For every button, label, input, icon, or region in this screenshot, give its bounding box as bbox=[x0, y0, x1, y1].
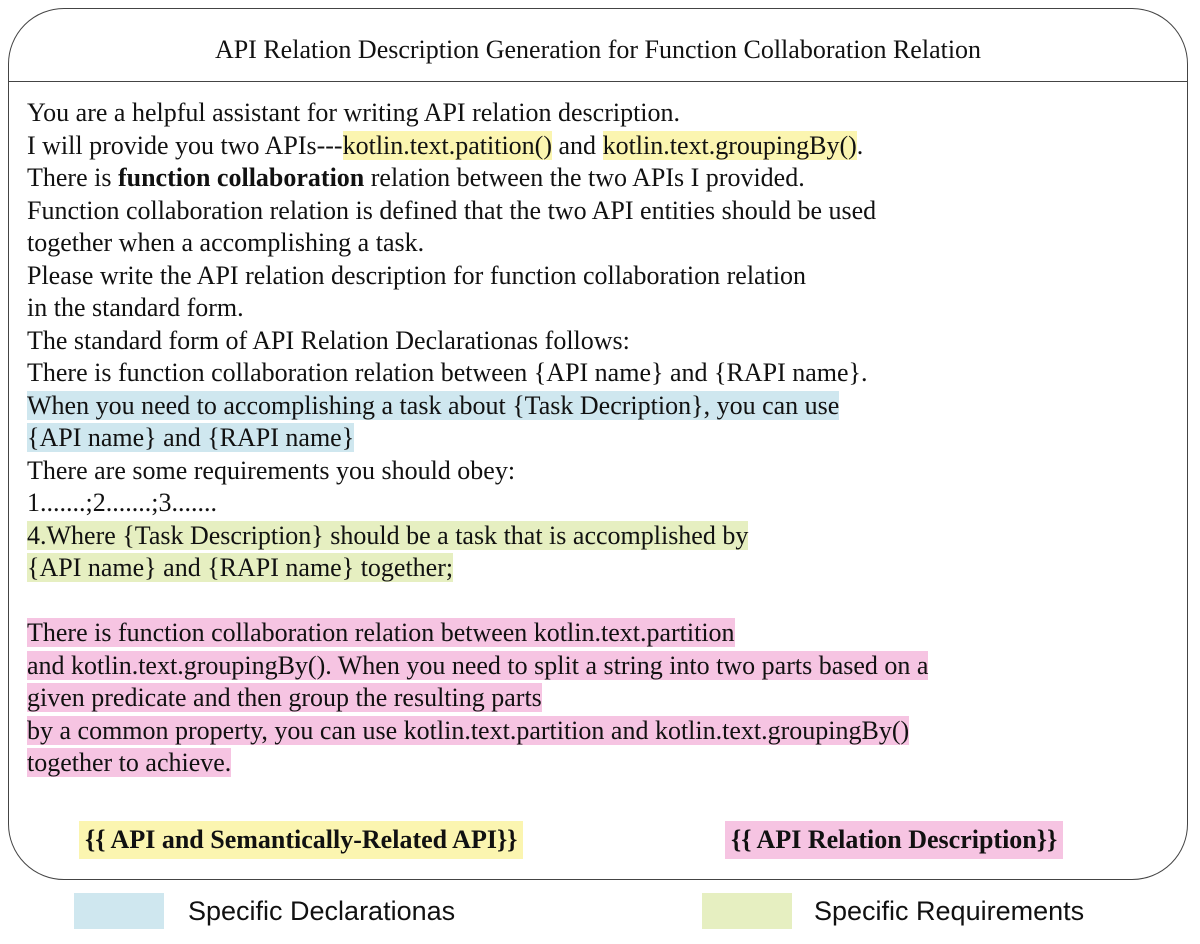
panel-title: API Relation Description Generation for Function Collaboration Relation bbox=[214, 35, 982, 64]
output-line-4 bbox=[27, 715, 1177, 748]
declaration-line-1 bbox=[27, 390, 1177, 423]
prompt-line-2 bbox=[27, 130, 1177, 163]
legend-swatch-requirements bbox=[702, 893, 792, 929]
prompt-line-5: together when a accomplishing a task. bbox=[27, 228, 425, 257]
declaration-line-2 bbox=[27, 422, 1177, 455]
requirement-highlight-1: 4.Where {Task Description} should be a task that is accomplished by bbox=[27, 520, 749, 550]
output-highlight-5: together to achieve. bbox=[27, 748, 232, 777]
relation-type-bold: function collaboration bbox=[117, 163, 365, 192]
prompt-line-7: in the standard form. bbox=[27, 293, 244, 322]
prompt-line-13: 1.......;2.......;3....... bbox=[27, 488, 217, 517]
declaration-highlight-2: {API name} and {RAPI name} bbox=[27, 423, 355, 452]
prompt-line-2-suffix: . bbox=[856, 130, 864, 160]
legend-label-requirements: Specific Requirements bbox=[814, 896, 1085, 926]
output-line-3 bbox=[27, 682, 1177, 715]
legend-label-declarations: Specific Declarationas bbox=[188, 896, 456, 926]
prompt-line-3-prefix: There is bbox=[27, 163, 118, 192]
relation-description-tag: {{ API Relation Description}} bbox=[725, 821, 1063, 859]
requirement-line-2 bbox=[27, 552, 1177, 585]
prompt-body bbox=[27, 97, 1177, 780]
output-highlight-1: There is function collaboration relation between kotlin.text.partition bbox=[27, 618, 735, 647]
prompt-panel bbox=[8, 8, 1188, 880]
output-highlight-2: and kotlin.text.groupingBy(). When you need to split a string into two parts based on a bbox=[27, 650, 929, 680]
prompt-line-2-mid: and bbox=[552, 130, 603, 160]
title-divider bbox=[9, 81, 1187, 82]
api-pair-tag: {{ API and Semantically-Related API}} bbox=[79, 821, 523, 859]
declaration-highlight-1: When you need to accomplishing a task about {Task Decription}, you can use bbox=[27, 390, 840, 420]
prompt-line-2-prefix: I will provide you two APIs--- bbox=[27, 130, 343, 160]
legend-swatch-declarations bbox=[74, 893, 164, 929]
output-line-2 bbox=[27, 650, 1177, 683]
prompt-line-9: There is function collaboration relation between {API name} and {RAPI name}. bbox=[27, 358, 868, 387]
output-highlight-4: by a common property, you can use kotlin.text.partition and kotlin.text.groupingBy() bbox=[27, 715, 910, 745]
blank-gap bbox=[27, 585, 1177, 618]
requirement-highlight-2: {API name} and {RAPI name} together; bbox=[27, 553, 454, 582]
prompt-line-4: Function collaboration relation is defined that the two API entities should be used bbox=[27, 195, 877, 225]
prompt-line-3-suffix: relation between the two APIs I provided. bbox=[364, 163, 805, 192]
api-2-highlight: kotlin.text.groupingBy() bbox=[602, 130, 857, 160]
prompt-line-8: The standard form of API Relation Declarationas follows: bbox=[27, 325, 630, 355]
prompt-line-12: There are some requirements you should obey: bbox=[27, 455, 516, 485]
prompt-line-6: Please write the API relation description for function collaboration relation bbox=[27, 260, 807, 290]
requirement-line-1 bbox=[27, 520, 1177, 553]
prompt-line-3 bbox=[27, 162, 1177, 195]
output-line-5 bbox=[27, 747, 1177, 780]
output-line-1 bbox=[27, 617, 1177, 650]
output-highlight-3: given predicate and then group the resulting parts bbox=[27, 683, 542, 712]
api-1-highlight: kotlin.text.patition() bbox=[342, 130, 553, 160]
prompt-line-1: You are a helpful assistant for writing API relation description. bbox=[27, 98, 681, 127]
